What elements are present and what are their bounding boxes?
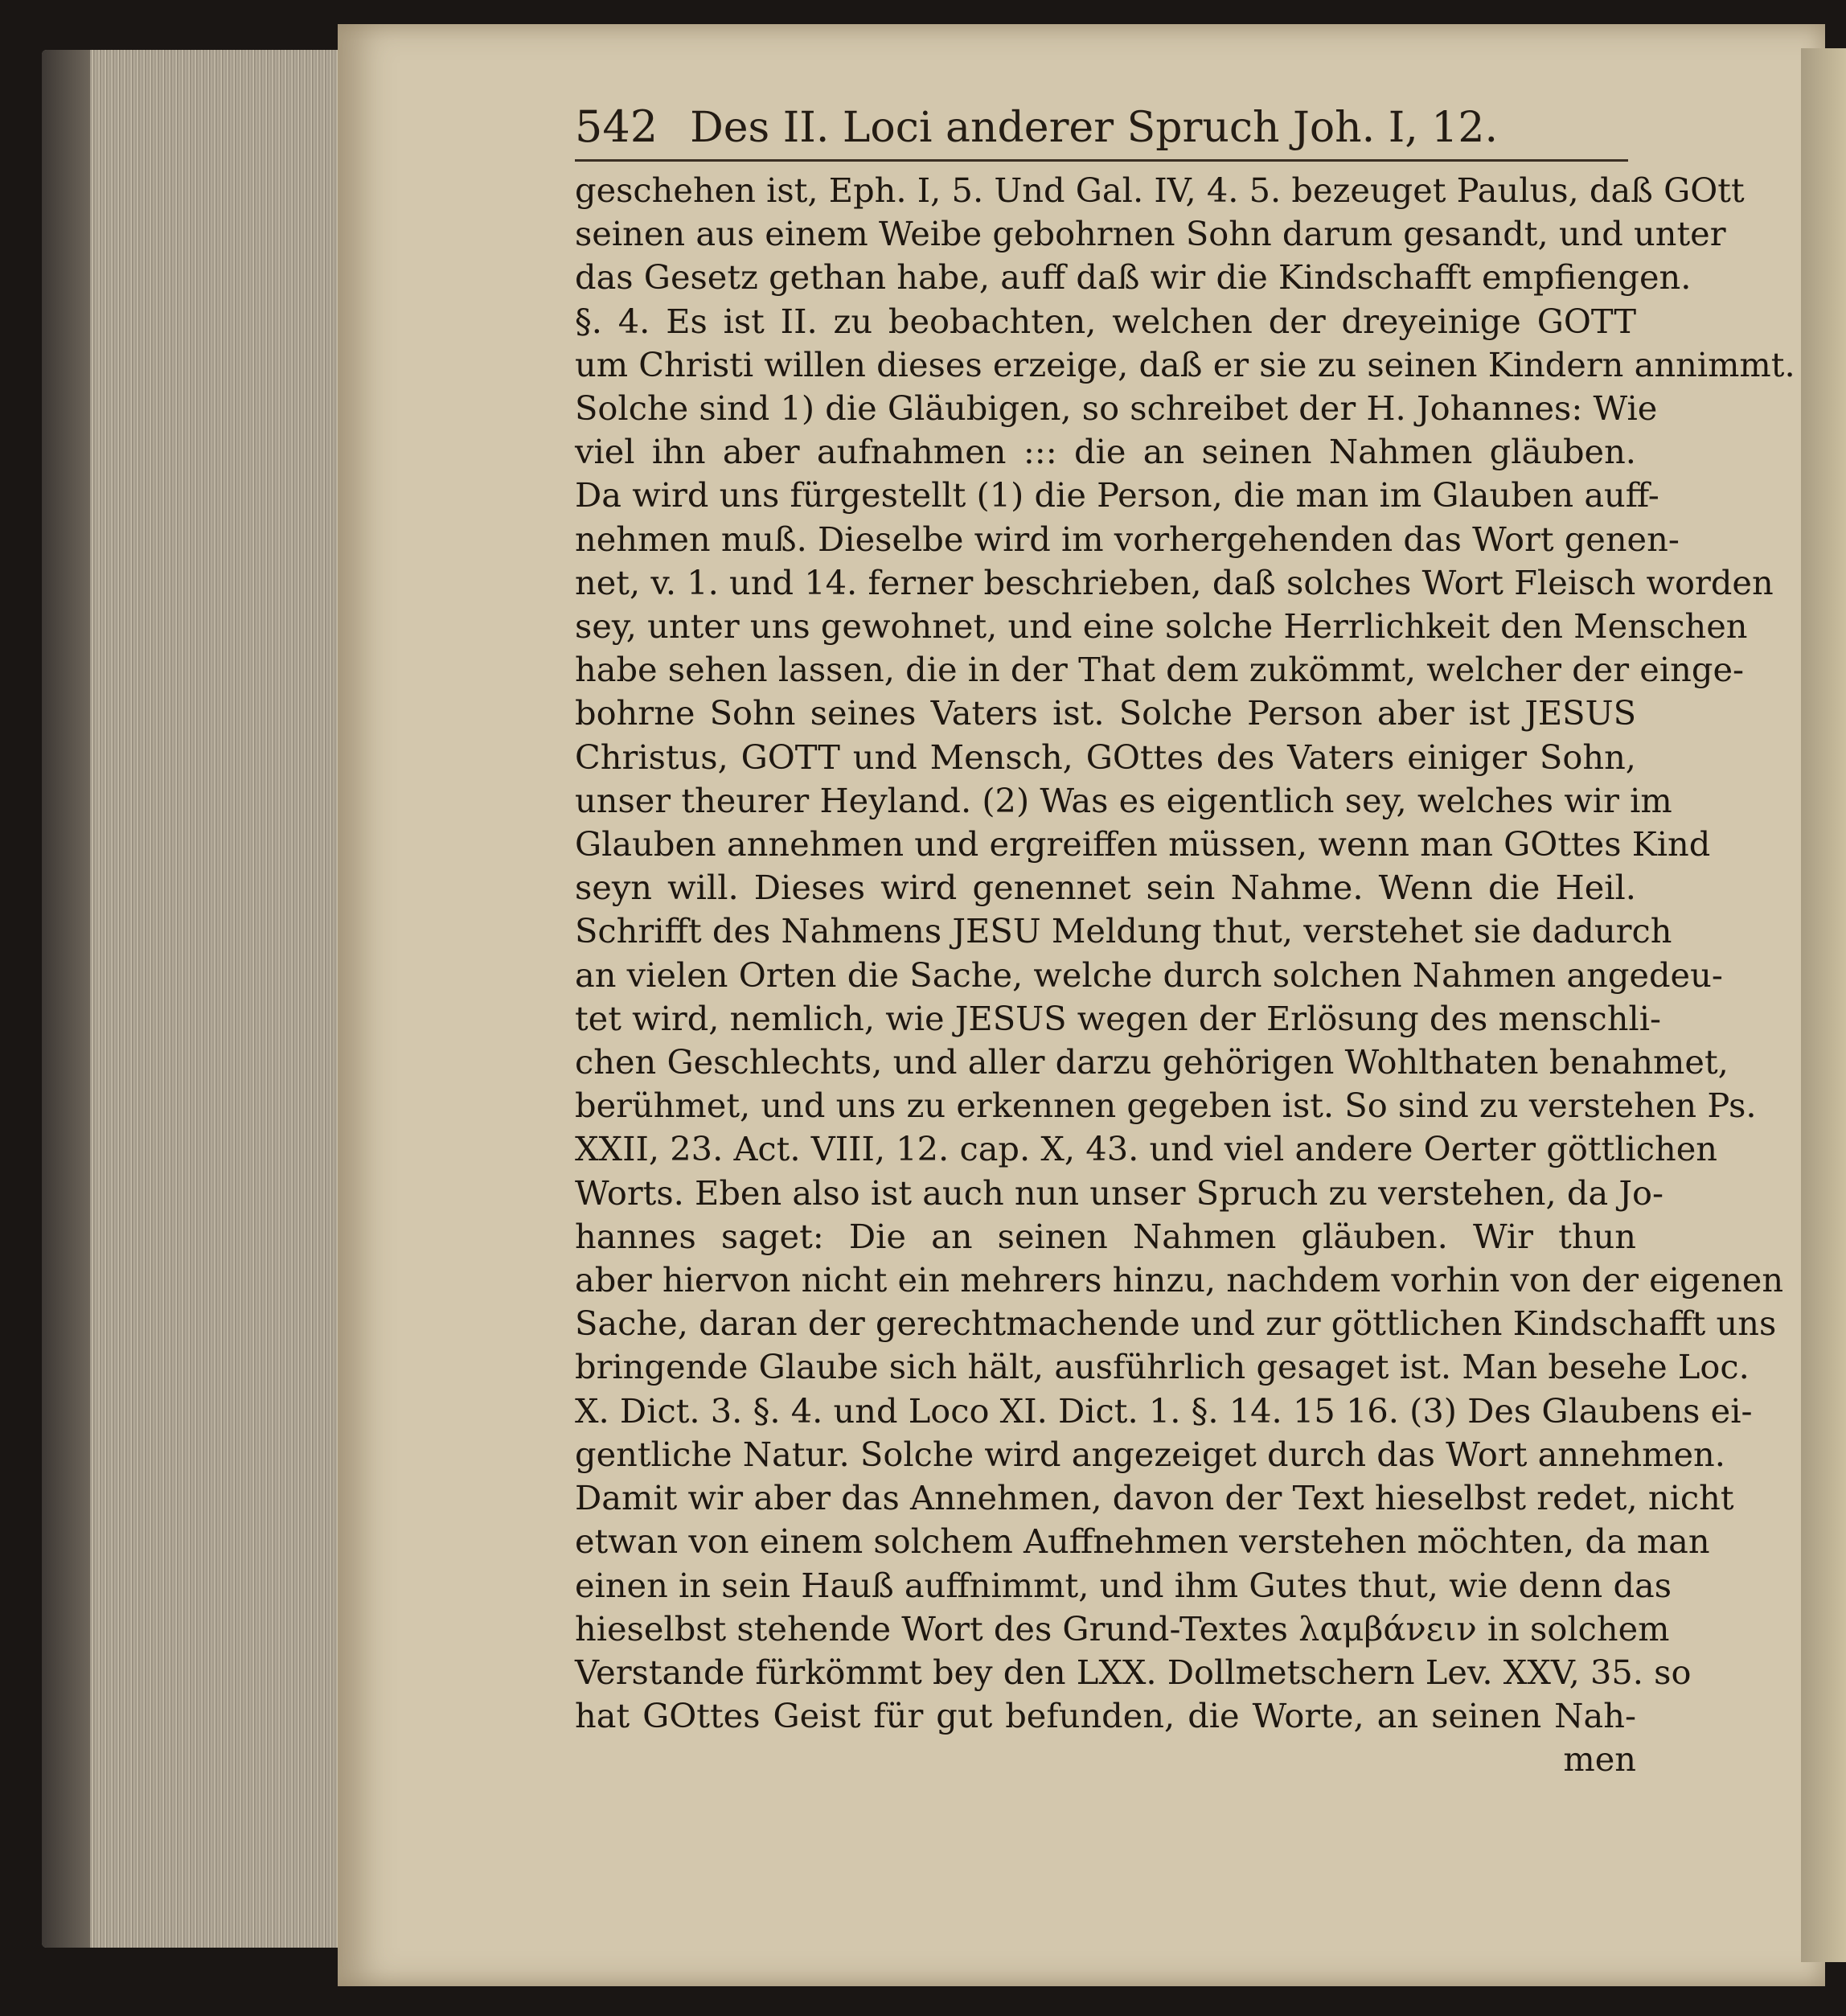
text-line: berühmet, und uns zu erkennen gegeben ist. So sind zu verstehen Ps. xyxy=(575,1086,1757,1126)
text-line: Damit wir aber das Annehmen, davon der Text hieselbst redet, nicht xyxy=(575,1478,1734,1518)
text-line: seyn will. Dieses wird genennet sein Nahme. Wenn die Heil. xyxy=(575,868,1636,908)
text-line: X. Dict. 3. §. 4. und Loco XI. Dict. 1. §. 14. 15 16. (3) Des Glaubens ei- xyxy=(575,1390,1753,1431)
text-line: viel ihn aber aufnahmen ::: die an seinen Nahmen gläuben. xyxy=(575,432,1636,472)
running-header xyxy=(575,95,1628,162)
text-line: nehmen muß. Dieselbe wird im vorhergehenden das Wort genen- xyxy=(575,519,1680,559)
text-line: net, v. 1. und 14. ferner beschrieben, daß solches Wort Fleisch worden xyxy=(575,562,1774,602)
text-line: bohrne Sohn seines Vaters ist. Solche Person aber ist JESUS xyxy=(575,693,1636,733)
text-line: XXII, 23. Act. VIII, 12. cap. X, 43. und viel andere Oerter göttlichen xyxy=(575,1129,1718,1169)
text-line: Da wird uns fürgestellt (1) die Person, die man im Glauben auff- xyxy=(575,475,1659,515)
text-line: Schrifft des Nahmens JESU Meldung thut, verstehet sie dadurch xyxy=(575,911,1672,951)
text-line: Worts. Eben also ist auch nun unser Spruch zu verstehen, da Jo- xyxy=(575,1172,1664,1213)
facing-page-edge xyxy=(1801,48,1846,1962)
text-line: das Gesetz gethan habe, auff daß wir die Kindschafft empfiengen. xyxy=(575,257,1692,298)
text-line: sey, unter uns gewohnet, und eine solche Herrlichkeit den Menschen xyxy=(575,606,1748,647)
text-line: men xyxy=(1563,1739,1636,1780)
text-line: geschehen ist, Eph. I, 5. Und Gal. IV, 4. 5. bezeuget Paulus, daß GOtt xyxy=(575,170,1745,210)
text-line: etwan von einem solchem Auffnehmen verstehen möchten, da man xyxy=(575,1521,1710,1562)
text-line: Christus, GOTT und Mensch, GOttes des Vaters einiger Sohn, xyxy=(575,737,1636,777)
page-number: 542 xyxy=(575,101,658,152)
text-line: hannes saget: Die an seinen Nahmen gläuben. Wir thun xyxy=(575,1216,1636,1256)
book-cover-edge xyxy=(42,50,90,1948)
text-line: um Christi willen dieses erzeige, daß er sie zu seinen Kindern annimmt. xyxy=(575,344,1795,384)
text-line: chen Geschlechts, und aller darzu gehörigen Wohlthaten benahmet, xyxy=(575,1042,1729,1082)
text-line: aber hiervon nicht ein mehrers hinzu, nachdem vorhin von der eigenen xyxy=(575,1260,1784,1300)
text-line: Sache, daran der gerechtmachende und zur göttlichen Kindschafft uns xyxy=(575,1304,1777,1344)
text-line: gentliche Natur. Solche wird angezeiget durch das Wort annehmen. xyxy=(575,1434,1725,1474)
body-text xyxy=(575,169,1795,1782)
text-line: an vielen Orten die Sache, welche durch solchen Nahmen angedeu- xyxy=(575,955,1723,995)
text-line: hat GOttes Geist für gut befunden, die Worte, an seinen Nah- xyxy=(575,1696,1636,1736)
text-line: Solche sind 1) die Gläubigen, so schreibet der H. Johannes: Wie xyxy=(575,388,1658,429)
text-line: unser theurer Heyland. (2) Was es eigentlich sey, welches wir im xyxy=(575,780,1672,820)
text-line: seinen aus einem Weibe gebohrnen Sohn darum gesandt, und unter xyxy=(575,214,1726,254)
text-line: hieselbst stehende Wort des Grund-Textes λαμβάνειν in solchem xyxy=(575,1608,1670,1649)
text-line: habe sehen lassen, die in der That dem zukömmt, welcher der einge- xyxy=(575,650,1745,690)
text-line: §. 4. Es ist II. zu beobachten, welchen der dreyeinige GOTT xyxy=(575,301,1636,341)
text-line: bringende Glaube sich hält, ausführlich gesaget ist. Man besehe Loc. xyxy=(575,1347,1750,1387)
text-line: einen in sein Hauß auffnimmt, und ihm Gutes thut, wie denn das xyxy=(575,1565,1672,1605)
text-line: Verstande fürkömmt bey den LXX. Dollmetschern Lev. XXV, 35. so xyxy=(575,1652,1692,1692)
running-title: Des II. Loci anderer Spruch Joh. I, 12. xyxy=(690,104,1498,152)
text-line: tet wird, nemlich, wie JESUS wegen der Erlösung des menschli- xyxy=(575,998,1661,1038)
text-line: Glauben annehmen und ergreiffen müssen, wenn man GOttes Kind xyxy=(575,824,1711,864)
